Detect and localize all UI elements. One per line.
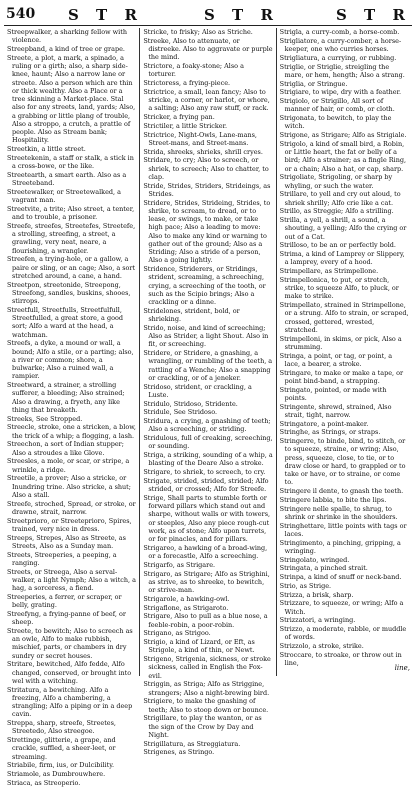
dictionary-entry: Strigate, strided, strided, strided; Alfo strided, or crossed; Alfo for Streefe.: [143, 476, 269, 493]
dictionary-entry: Streetpon, streetonide, Streepong, Streefong, sandles, buskins, shooes, stirrops.: [7, 280, 131, 305]
dictionary-entry: Stringhettare, little points with tags or laces.: [279, 521, 407, 538]
dictionary-entry: Stridulo, Stridoso, Stridente.: [143, 399, 238, 408]
dictionary-entry: Streecle, stroke, one a stricken, a blow, the trick of a whip; a flogging, a lash.: [7, 423, 136, 440]
dictionary-entry: Strigolo, a kind of small bird, a Robin, or Little heart, the fat or belly of a bird; Alfo a strainer; as a fingle Ring, or a chain; Also a hat, or cap, sharp.: [279, 139, 407, 173]
dictionary-entry: Strizzare, to squeeze, or wring; Alfo a Witch.: [279, 599, 404, 616]
dictionary-entry: Striabile, firm, ius, or Dulcibility.: [7, 761, 115, 770]
dictionary-entry: Strigeno, Strigenia, sickness, or stroke sickness, called in English the Fox-evil.: [143, 655, 271, 680]
dictionary-entry: Strigare, to shriek, to screech, to cry.: [143, 468, 266, 476]
dictionary-entry: Streets, Streeperies, a peeping, a ranging.: [7, 550, 117, 567]
dictionary-entry: Strizza, a brisk, sharp.: [279, 590, 354, 599]
dictionary-entry: Streefe, streefes, Streetefes, Streetefe, a strolling, streefing, a street, a grawling, very neat, neare, a flourishing, a wrangler.: [7, 221, 136, 255]
dictionary-entry: Stricker, a frying pan.: [143, 113, 215, 121]
dictionary-entry: Strimpellare, as Strimpellone.: [279, 267, 379, 275]
dictionary-entry: Stringatore, a point-maker.: [279, 419, 369, 428]
dictionary-entry: Stritare, bewitched, Alfo fedde, Alfo changed, conserved, or brought into wel with a witching.: [7, 660, 132, 685]
dictionary-entry: Streetile, a prover; Also a stricke, or Inundring trine. Also stricke, a shut; Also a stall.: [7, 474, 131, 499]
dictionary-entry: Striga, a striking, sounding of a whip, a blasting of the Deare Also a stroke.: [143, 451, 273, 468]
dictionary-entry: Streets, or Streega, Also a serval-walker, a light Nymph; Also a witch, a hag, a sorceress, a fiend.: [7, 567, 136, 592]
dictionary-entry: Strigliatura, a currying, or rubbing.: [279, 53, 397, 62]
dictionary-entry: Strilla, a yell, a shrill, a sound, a shouting, a yelling; Alfo the crying or out of a Cat.: [279, 216, 407, 241]
dictionary-entry: Strinpa, a kind of snuff or neck-band.: [279, 573, 402, 581]
dictionary-entry: Strima, a kind of Lamprey or Slippery, a lamprey, every of a hood.: [279, 250, 405, 267]
dictionary-entry: Stringerre, to binde, bind, to stitch, or to squeeze, straine, or wring; Also, press, squeeze, close, to tie, or to draw close or hard, to grappled or to take or have, or to straine, or come to.: [279, 437, 406, 487]
dictionary-entry: Striamole, as Dumbrouwhere.: [7, 770, 106, 778]
header-rule: [4, 25, 412, 26]
dictionary-entry: Strictrice, a small, lean fancy; Also to stricke, a corner, or harlot, or whore, a salting; Also any raw stuff, or rack.: [143, 87, 270, 113]
dictionary-entry: Streeke, Also to attenuate, or distreeke. Also to aggravate or purple the mind.: [143, 36, 273, 62]
dictionary-entry: Strigarfo, as Strigare.: [143, 560, 216, 569]
dictionary-entry: Streepwalker, a sharking fellow with violence.: [7, 28, 127, 45]
dictionary-entry: Strigonata, to bewitch, to play the witch.: [279, 114, 392, 131]
running-head-center: S T R: [204, 6, 279, 24]
dictionary-entry: Streeks, See Stropped.: [7, 414, 83, 423]
dictionary-entry: Streetprioro, or Streeteprioro, Spires, trained, very nice in dress.: [7, 516, 132, 533]
dictionary-entry: Strigiere, to make the gnashing of teeth; Also to stoop down or bounce.: [143, 697, 269, 714]
dictionary-entry: Strigla, a curry-comb, a horse-comb.: [279, 28, 400, 36]
dictionary-entry: Streefe, stroched, Spread, or stroke, or drawne, strait, narrow.: [7, 499, 136, 516]
running-head-right: S T R: [336, 6, 411, 24]
dictionary-entry: Stricke, to frisky; Also as Striche.: [143, 28, 253, 36]
dictionary-entry: Stridule, See Stridoso.: [143, 408, 218, 417]
dictionary-entry: Streepband, a kind of tree or grape.: [7, 45, 125, 53]
dictionary-entry: Streppa, sharp, streefe, Streetes, Streetedo, Also streegoe.: [7, 719, 116, 736]
dictionary-entry: Striglie, or Striglie, streigling the mare, or hem, hength; Also a strang.: [279, 62, 405, 79]
dictionary-entry: Strigareo, a hawking of a broad-wing, or a forecastle, Alfo a screeching.: [143, 543, 268, 560]
dictionary-entry: Strimpellonica, to put, or stretch, strike, to squeeze Alfo, to pluck, or make to strike.: [279, 275, 399, 301]
dictionary-entry: Strigone, as Strigare; Alfo as Strigiale.: [279, 131, 407, 139]
dictionary-entry: Stringolato, wringed.: [279, 555, 350, 564]
dictionary-entry: Streeperies, a ferrer, or scraper, or belly, grating.: [7, 592, 122, 609]
entry-columns: [4, 28, 412, 787]
dictionary-entry: Stringere labbia, to bite the lips.: [279, 495, 387, 504]
dictionary-entry: Stridura, a crying, a gnashing of teeth; Also a screeching, or striding.: [143, 417, 271, 434]
page-header: [4, 6, 412, 28]
dictionary-entry: Strigenes, as Stringo.: [143, 748, 215, 757]
dictionary-entry: Streetvite, a trite; Also street, a tenter, and to trouble, a prisoner.: [7, 204, 135, 221]
dictionary-entry: Streetfull, Streetfulls, Streetfulfull, Streetfulled, a great store, a good sort; Alfo a ward at the head, a watchman.: [7, 305, 123, 339]
dictionary-entry: Strigiare, to wipe, dry with a feather.: [279, 88, 401, 97]
dictionary-entry: Stridare, to cry; Also to screech, or shriek, to screech; Also to chatter, to clap.: [143, 156, 269, 181]
dictionary-entry: Stridoso, strident, or crackling, a Luste.: [143, 382, 252, 399]
column-left: [4, 28, 139, 787]
dictionary-entry: Streefen, a trying-hole, or a gallow, a paire or sling, or an cage; Also, a sort stretched around, a cane, a hand.: [7, 255, 136, 280]
dictionary-entry: Strigillatura, as Streggiatura.: [143, 739, 241, 748]
dictionary-entry: Strettinge, glitterie, a grape, and crackle, suffled, a sheer-leet, or streaming.: [7, 736, 116, 761]
dictionary-entry: Streetearth, a smart earth. Also as a Streeteband.: [7, 170, 127, 187]
dictionary-entry: Strigillare, to play the wanton, or as the sign of the Crow by Day and Night.: [143, 714, 262, 739]
dictionary-entry: Streete, to bewitch; Also to screech as an owle, Alfo to make rubbish, mischief, parts, or chambers in dry sundry or secret houses.: [7, 626, 133, 660]
dictionary-entry: Strigaflone, as Strigaroto.: [143, 603, 229, 612]
dictionary-entry: Strigaro, as Strigare; Alfo as Strighini, as strive, as to shreeke, to bewitch, or strive-man.: [143, 569, 270, 594]
dictionary-entry: Striaca, as Streoperio.: [7, 778, 81, 787]
dictionary-entry: Streetewalker, or Streetewalked, a vagrant man.: [7, 187, 121, 204]
dictionary-entry: Strigare, Also to pull as a blue nose, a feeble-robin, a poor-robin.: [143, 612, 268, 629]
dictionary-entry: Streefs, a dyke, a mound or wall, a bound; Alfo a stile, or a parting; also, a river or common; shore, a bulwarke; Also a ruined wall, a rampier.: [7, 339, 134, 381]
dictionary-entry: Strillare, to yell and cry out aloud, to shriek shrilly; Alfo crie like a cat.: [279, 190, 401, 207]
dictionary-entry: Striggin, as Striga; Alfo as Striggine, strangers; Also a night-brewing bird.: [143, 680, 270, 697]
dictionary-entry: Streechon, a sort of Indian stupper; Also a stroudes a like Glove.: [7, 440, 124, 457]
dictionary-entry: Stridelones, strident, bold, or shrieking.: [143, 306, 240, 323]
dictionary-entry: Stringere nelle spalle, to shrug, to shrink or shrinke in the shoulders.: [279, 504, 398, 521]
dictionary-entry: Strilloso, to be an or perfectly bold.: [279, 241, 396, 250]
dictionary-entry: Streefyng, a frying-panne of beef, or sheep.: [7, 609, 126, 626]
dictionary-entry: Strizzolo, a stroke, strike.: [279, 642, 364, 650]
dictionary-entry: Strigoliate, Strigoling, or sharp by whyling, or such the water.: [279, 173, 393, 190]
dictionary-entry: Stritatura, a bewitching. Alfo a freezing, Alfo a chambering, a strangling; Alfo a piping or in a deep cavin.: [7, 685, 133, 719]
dictionary-entry: Stringhe, as Strings, or straps.: [279, 428, 381, 437]
dictionary-entry: Stridence, Striderers, or Stridings, strident, screaming, a schreeching, crying, a screeching of the tooth, or such as the Scipio brings; Also a crackling or a dinne.: [143, 265, 266, 306]
dictionary-entry: Strigliatore, a curry-comber, a horse-keeper, one who curries horses.: [279, 36, 402, 53]
dictionary-entry: Strictrice, Night-Owls, Lane-mans, Street-mans, and Street-mans.: [143, 130, 257, 147]
dictionary-entry: Strictiler, a little Stricker.: [143, 121, 227, 130]
dictionary-entry: Stringare, to make or make a tape, or point bind-band, a strapping.: [279, 368, 404, 385]
dictionary-entry: Strictoress, a frying-piece.: [143, 79, 231, 87]
dictionary-entry: Strictore, a foaky-stone; Also a torturer.: [143, 62, 244, 79]
dictionary-entry: Strillo, as Streggie; Alfo a strilling.: [279, 207, 394, 216]
dictionary-entry: Striglia, or Stringue.: [279, 79, 348, 88]
dictionary-entry: Stringata, a pinched strait.: [279, 564, 368, 573]
dictionary-entry: Strimpellato, strained in Strimpellone, or a strung. Alfo to strain, or scraped, crossed, gettered, wrested, stratched.: [279, 301, 409, 334]
dictionary-entry: Stringere il dente, to gnash the teeth.: [279, 487, 404, 495]
dictionary-entry: Stringente, shrewd, strained, Also strait, tight, narrow.: [279, 402, 392, 419]
dictionary-entry: Streetekenin, a staff or stalk, a stick in a cross-bowe, or the like.: [7, 153, 134, 170]
dictionary-entry: Strizzo, a moderate, rabble, or muddle of words.: [279, 625, 407, 642]
dictionary-entry: Stride, Strides, Striders, Strideings, as Strides.: [143, 181, 271, 198]
dictionary-entry: Streetkin, a little street.: [7, 145, 86, 153]
dictionary-entry: Stridulous, full of creaking, screeching, or sounding.: [143, 434, 273, 451]
dictionary-entry: Strigano, as Strigoo.: [143, 629, 211, 638]
column-middle: [139, 28, 275, 757]
dictionary-entry: Stridere, Strides, Strideing, Strides, to shrike, to scream, to dread, or to lease, or swings, to make, or take high pace; Also a leading to move: Also to make any kind or warning to gather out of the ground; Also as a Striding; Also a stride of a person, Also a going lightly.: [143, 198, 271, 265]
dictionary-entry: Strige, Shall parts to stumble forth or forward pillars which stand out and sharpe, without walls or with towers, or steeples, Also any piece rough-cut work, as of stone; Alfo upon turrets, or for pinacles, and for pillars.: [143, 493, 271, 543]
dictionary-entry: Streetward, a strainer, a strolling sufferer, a bleeding; Also strained; Also a drawing, a fryeth, any like thing that breaketh.: [7, 381, 125, 414]
dictionary-entry: Strigarole, a hawking-owl.: [143, 594, 230, 603]
page-number: 540: [6, 6, 36, 22]
dictionary-entry: Stringato, pointed, or made with points.: [279, 385, 387, 402]
dictionary-entry: Strizzatori, a wringing.: [279, 616, 356, 625]
dictionary-entry: Streete, a plot, a mark, a spinado, a ruling or a girth; also, a sharp side-knee, haunt; Also a narrow lane or streete. Also a person which are thin or thick wealthy. Also a Place or a tree skinning a Market-place. Stal also for any streets, land, yards; Also, a grabbing or little plang of trouble, Also a stroppo, a crutch, a prattle of people. Also as Stream bank; Hospitality.: [7, 53, 136, 145]
dictionary-entry: Streeps, Strepes, Also as Streete, as Streets, Also as a Sunday man.: [7, 533, 126, 550]
dictionary-entry: Strigiolo, or Strigillo, All sort of manner of hair, or comb, or cloth.: [279, 97, 395, 114]
dictionary-entry: Strigio, a kind of Lizard, or Eft, as Strigole, a kind of thin, or Newt.: [143, 638, 255, 655]
dictionary-entry: Strio, as Strige.: [279, 581, 332, 590]
running-head-left: S T R: [68, 6, 143, 24]
dictionary-entry: Streesles, a mole, or scar, or stripe, a wrinkle, a ridge.: [7, 457, 130, 474]
dictionary-entry: Strida, shreeks, shrieks, shrill cryes.: [143, 147, 263, 156]
catchword: line,: [394, 664, 410, 672]
dictionary-entry: Stringa, a point, or tag, or point, a lace, a bearer, a stroke.: [279, 351, 393, 368]
column-right: [276, 28, 412, 676]
dictionary-entry: Stridere, or Stridere, a gnashing, a wrangling, or rumbling of the teeth, a rattling of a Wenche; Also a snapping or crackling, or of a jeneker.: [143, 349, 273, 382]
dictionary-entry: Stroccare, to stroake, or throw out in line,: [279, 650, 402, 667]
dictionary-entry: Stringimento, a pinching, gripping, a wringing.: [279, 538, 401, 555]
dictionary-entry: Strimpelloni, in skims, or pick, Also a strumming.: [279, 334, 402, 351]
dictionary-entry: Strido, noise, and kind of screeching; Also as Strider, a light Shout. Also in fit, or screeching.: [143, 323, 269, 349]
